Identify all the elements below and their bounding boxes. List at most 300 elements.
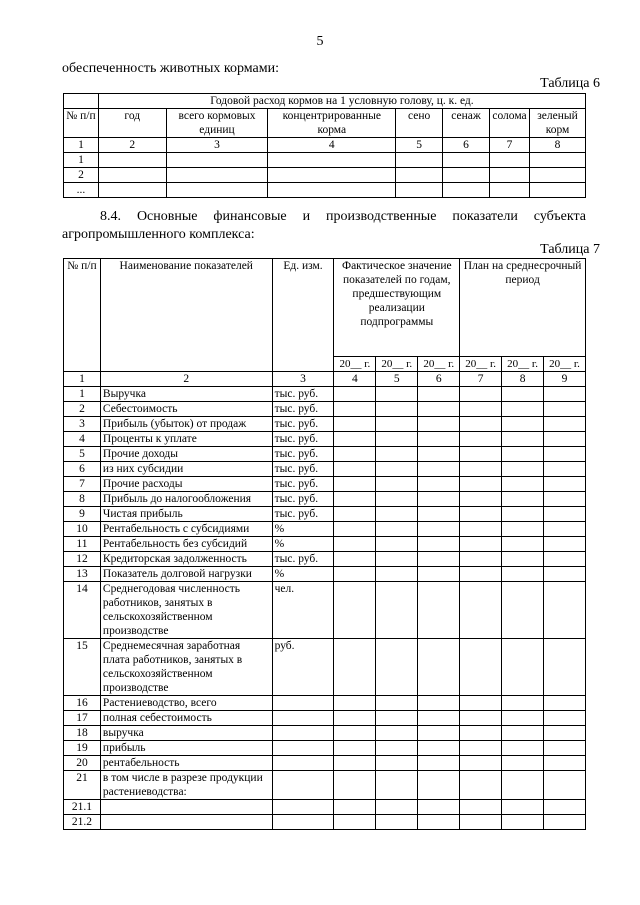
- t7-cell: [418, 402, 460, 417]
- t7-cell: [376, 800, 418, 815]
- t7-col-number: 4: [334, 372, 376, 387]
- t7-cell: [334, 492, 376, 507]
- t7-cell: [376, 492, 418, 507]
- t7-cell: [502, 582, 544, 639]
- t6-header-cell: № п/п: [64, 109, 99, 138]
- t7-cell: [460, 537, 502, 552]
- t7-row-num: 14: [64, 582, 101, 639]
- t7-col-number: 9: [544, 372, 586, 387]
- table-row: [64, 402, 586, 417]
- t7-cell: [544, 387, 586, 402]
- t7-cell: [334, 815, 376, 830]
- t6-header-cell: зеленый корм: [530, 109, 586, 138]
- t7-row-name: Себестоимость: [100, 402, 272, 417]
- t7-cell: [334, 537, 376, 552]
- t7-cell: [334, 462, 376, 477]
- t7-cell: [334, 756, 376, 771]
- t7-cell: [502, 726, 544, 741]
- t7-cell: [544, 507, 586, 522]
- t7-row-name: Прибыль (убыток) от продаж: [100, 417, 272, 432]
- t6-cell: [268, 168, 396, 183]
- t7-cell: [460, 696, 502, 711]
- t7-cell: [502, 567, 544, 582]
- t7-row-num: 11: [64, 537, 101, 552]
- t7-cell: [418, 567, 460, 582]
- section-heading: 8.4. Основные финансовые и производственные показатели субъекта агропромышленного комплекса:: [62, 209, 586, 242]
- t7-year-cell: 20__ г.: [334, 357, 376, 372]
- t7-row-num: 12: [64, 552, 101, 567]
- t7-row-unit: %: [272, 537, 334, 552]
- t7-row-name: Проценты к уплате: [100, 432, 272, 447]
- t7-cell: [460, 756, 502, 771]
- t7-cell: [460, 432, 502, 447]
- table-row: [64, 387, 586, 402]
- table-row: [64, 492, 586, 507]
- t7-year-cell: 20__ г.: [376, 357, 418, 372]
- t7-cell: [460, 582, 502, 639]
- table-row: [64, 417, 586, 432]
- t7-row-num: 18: [64, 726, 101, 741]
- t7-cell: [544, 815, 586, 830]
- t7-row-unit: тыс. руб.: [272, 492, 334, 507]
- t7-cell: [544, 432, 586, 447]
- table-row: [64, 537, 586, 552]
- t6-col-number: 5: [396, 138, 443, 153]
- t7-cell: [460, 771, 502, 800]
- indicators-table: [63, 258, 586, 830]
- t7-cell: [376, 741, 418, 756]
- t6-cell: [166, 153, 268, 168]
- t7-cell: [334, 567, 376, 582]
- t7-cell: [418, 447, 460, 462]
- t6-cell: [98, 168, 166, 183]
- t7-cell: [418, 552, 460, 567]
- t7-cell: [544, 477, 586, 492]
- t7-cell: [460, 387, 502, 402]
- t7-header-plan: План на среднесрочный период: [460, 259, 586, 357]
- intro-line: обеспеченность животных кормами:: [62, 61, 279, 76]
- t7-cell: [460, 711, 502, 726]
- t7-cell: [334, 696, 376, 711]
- t6-col-number: 1: [64, 138, 99, 153]
- t7-row-unit: тыс. руб.: [272, 507, 334, 522]
- t7-cell: [376, 726, 418, 741]
- t6-cell: [268, 153, 396, 168]
- t7-row-unit: [272, 815, 334, 830]
- t7-cell: [544, 552, 586, 567]
- t7-row-num: 3: [64, 417, 101, 432]
- t7-cell: [502, 537, 544, 552]
- t6-header-cell: сенаж: [443, 109, 490, 138]
- t7-cell: [418, 741, 460, 756]
- table-row: [64, 168, 586, 183]
- t7-col-number: 8: [502, 372, 544, 387]
- t7-cell: [418, 477, 460, 492]
- t7-year-cell: 20__ г.: [460, 357, 502, 372]
- t7-cell: [544, 756, 586, 771]
- t7-cell: [334, 387, 376, 402]
- table-row: [64, 477, 586, 492]
- t7-row-unit: тыс. руб.: [272, 432, 334, 447]
- t7-row-num: 8: [64, 492, 101, 507]
- table-row: [64, 447, 586, 462]
- t7-row-name: Показатель долговой нагрузки: [100, 567, 272, 582]
- t7-cell: [502, 432, 544, 447]
- t6-cell: [396, 153, 443, 168]
- t7-row-unit: тыс. руб.: [272, 552, 334, 567]
- t7-row-unit: тыс. руб.: [272, 447, 334, 462]
- t7-col-number: 1: [64, 372, 101, 387]
- t7-row-num: 16: [64, 696, 101, 711]
- t7-year-cell: 20__ г.: [502, 357, 544, 372]
- t7-row-unit: тыс. руб.: [272, 402, 334, 417]
- t7-row-unit: чел.: [272, 582, 334, 639]
- t7-row-unit: [272, 771, 334, 800]
- t7-cell: [544, 741, 586, 756]
- t7-row-unit: [272, 800, 334, 815]
- t6-row-num: 1: [64, 153, 99, 168]
- t7-cell: [544, 417, 586, 432]
- t7-cell: [544, 711, 586, 726]
- t7-row-unit: тыс. руб.: [272, 462, 334, 477]
- table-row: [64, 153, 586, 168]
- t7-col-number: 5: [376, 372, 418, 387]
- t7-cell: [334, 582, 376, 639]
- t6-cell: [166, 168, 268, 183]
- t7-cell: [460, 639, 502, 696]
- t7-cell: [544, 771, 586, 800]
- t7-cell: [334, 800, 376, 815]
- t7-cell: [376, 582, 418, 639]
- t7-cell: [502, 507, 544, 522]
- t7-cell: [502, 477, 544, 492]
- table-row: [64, 756, 586, 771]
- t7-cell: [376, 522, 418, 537]
- t7-cell: [544, 492, 586, 507]
- t7-row-num: 21: [64, 771, 101, 800]
- t7-row-unit: [272, 726, 334, 741]
- t7-row-name: выручка: [100, 726, 272, 741]
- t6-header-cell: всего кормовых единиц: [166, 109, 268, 138]
- t7-cell: [502, 417, 544, 432]
- t7-year-cell: 20__ г.: [418, 357, 460, 372]
- t7-cell: [544, 447, 586, 462]
- t6-cell: [166, 183, 268, 198]
- t7-row-unit: руб.: [272, 639, 334, 696]
- t7-col-number: 2: [100, 372, 272, 387]
- t7-header-name: Наименование показателей: [100, 259, 272, 372]
- t7-row-name: Кредиторская задолженность: [100, 552, 272, 567]
- t7-cell: [376, 756, 418, 771]
- t7-row-num: 6: [64, 462, 101, 477]
- t7-cell: [460, 726, 502, 741]
- t7-cell: [418, 492, 460, 507]
- t7-cell: [544, 582, 586, 639]
- t7-cell: [376, 696, 418, 711]
- table-row: [64, 726, 586, 741]
- t7-row-num: 19: [64, 741, 101, 756]
- t7-cell: [418, 522, 460, 537]
- t7-row-num: 9: [64, 507, 101, 522]
- feed-group-header: Годовой расход кормов на 1 условную голову, ц. к. ед.: [98, 94, 585, 109]
- t6-header-cell: концентрированные корма: [268, 109, 396, 138]
- t7-cell: [334, 477, 376, 492]
- t6-cell: [443, 183, 490, 198]
- t7-cell: [376, 552, 418, 567]
- t7-cell: [460, 552, 502, 567]
- table7-caption: Таблица 7: [540, 242, 600, 257]
- t7-col-number: 7: [460, 372, 502, 387]
- t7-row-name: Среднемесячная заработная плата работников, занятых в сельскохозяйственном производстве: [100, 639, 272, 696]
- t7-cell: [334, 639, 376, 696]
- t7-cell: [418, 771, 460, 800]
- t6-col-number: 2: [98, 138, 166, 153]
- t7-row-num: 21.1: [64, 800, 101, 815]
- t7-cell: [418, 582, 460, 639]
- t6-col-number: 8: [530, 138, 586, 153]
- t7-cell: [334, 711, 376, 726]
- t7-row-num: 5: [64, 447, 101, 462]
- t6-cell: [98, 183, 166, 198]
- t7-row-name: Рентабельность без субсидий: [100, 537, 272, 552]
- t7-cell: [460, 741, 502, 756]
- t7-row-name: Среднегодовая численность работников, занятых в сельскохозяйственном производстве: [100, 582, 272, 639]
- t7-cell: [334, 417, 376, 432]
- table-row: [64, 507, 586, 522]
- t7-row-name: Прибыль до налогообложения: [100, 492, 272, 507]
- t7-cell: [418, 432, 460, 447]
- table-row: [64, 432, 586, 447]
- t7-cell: [544, 402, 586, 417]
- t7-row-unit: [272, 741, 334, 756]
- t7-cell: [418, 507, 460, 522]
- page-number: 5: [316, 34, 324, 49]
- t7-cell: [418, 800, 460, 815]
- t7-row-name: [100, 815, 272, 830]
- t7-row-num: 10: [64, 522, 101, 537]
- t7-cell: [502, 522, 544, 537]
- t7-row-name: прибыль: [100, 741, 272, 756]
- t7-cell: [460, 815, 502, 830]
- feed-table: [63, 93, 586, 198]
- t6-row-num: 2: [64, 168, 99, 183]
- t7-cell: [460, 462, 502, 477]
- t6-cell: [396, 168, 443, 183]
- t7-cell: [418, 462, 460, 477]
- t7-row-unit: [272, 696, 334, 711]
- t6-cell: [443, 168, 490, 183]
- t6-cell: [396, 183, 443, 198]
- t7-cell: [334, 447, 376, 462]
- t7-cell: [460, 417, 502, 432]
- t7-row-name: Рентабельность с субсидиями: [100, 522, 272, 537]
- t7-cell: [418, 726, 460, 741]
- table-row: [64, 696, 586, 711]
- t7-row-name: Прочие расходы: [100, 477, 272, 492]
- t7-cell: [418, 711, 460, 726]
- t7-row-unit: [272, 756, 334, 771]
- table-row: [64, 815, 586, 830]
- t7-cell: [502, 387, 544, 402]
- t7-cell: [418, 639, 460, 696]
- t7-header-unit: Ед. изм.: [272, 259, 334, 372]
- table-row: [64, 711, 586, 726]
- t7-cell: [334, 432, 376, 447]
- t7-cell: [502, 711, 544, 726]
- t7-cell: [502, 552, 544, 567]
- t7-row-name: Выручка: [100, 387, 272, 402]
- t6-cell: [490, 153, 530, 168]
- t7-row-unit: тыс. руб.: [272, 387, 334, 402]
- t7-year-cell: 20__ г.: [544, 357, 586, 372]
- t7-cell: [544, 567, 586, 582]
- t7-cell: [460, 567, 502, 582]
- t7-row-num: 20: [64, 756, 101, 771]
- t7-cell: [544, 800, 586, 815]
- t7-cell: [376, 639, 418, 696]
- t7-cell: [544, 639, 586, 696]
- t7-cell: [502, 402, 544, 417]
- t7-cell: [418, 417, 460, 432]
- t6-cell: [443, 153, 490, 168]
- t7-row-name: из них субсидии: [100, 462, 272, 477]
- t7-cell: [376, 462, 418, 477]
- t7-cell: [502, 639, 544, 696]
- table-row: [64, 183, 586, 198]
- t7-cell: [502, 815, 544, 830]
- t6-header-cell: сено: [396, 109, 443, 138]
- t7-cell: [502, 696, 544, 711]
- table-row: [64, 522, 586, 537]
- t7-row-num: 1: [64, 387, 101, 402]
- t7-cell: [334, 741, 376, 756]
- t7-row-name: Растениеводство, всего: [100, 696, 272, 711]
- t7-cell: [334, 771, 376, 800]
- t7-row-unit: тыс. руб.: [272, 417, 334, 432]
- t7-cell: [418, 815, 460, 830]
- t7-cell: [460, 507, 502, 522]
- t7-cell: [460, 402, 502, 417]
- t6-cell: [530, 183, 586, 198]
- t7-cell: [544, 726, 586, 741]
- t7-row-unit: тыс. руб.: [272, 477, 334, 492]
- t7-row-name: [100, 800, 272, 815]
- t7-col-number: 6: [418, 372, 460, 387]
- t6-header-cell: год: [98, 109, 166, 138]
- t7-cell: [334, 522, 376, 537]
- t7-cell: [418, 537, 460, 552]
- t7-cell: [502, 447, 544, 462]
- table-row: [64, 567, 586, 582]
- t7-cell: [544, 462, 586, 477]
- t7-row-name: полная себестоимость: [100, 711, 272, 726]
- t7-cell: [376, 567, 418, 582]
- table-row: [64, 741, 586, 756]
- t7-cell: [502, 771, 544, 800]
- t6-cell: [268, 183, 396, 198]
- t7-cell: [376, 432, 418, 447]
- t7-cell: [376, 447, 418, 462]
- t7-row-unit: [272, 711, 334, 726]
- table-row: [64, 639, 586, 696]
- t7-cell: [502, 756, 544, 771]
- t7-cell: [334, 552, 376, 567]
- t7-row-name: Прочие доходы: [100, 447, 272, 462]
- t6-cell: [490, 183, 530, 198]
- table-row: [64, 582, 586, 639]
- t7-cell: [460, 522, 502, 537]
- t6-col-number: 7: [490, 138, 530, 153]
- table6-caption: Таблица 6: [540, 76, 600, 91]
- t7-cell: [376, 402, 418, 417]
- t6-row-num: ...: [64, 183, 99, 198]
- t7-cell: [502, 741, 544, 756]
- t6-col-number: 4: [268, 138, 396, 153]
- t7-col-number: 3: [272, 372, 334, 387]
- t7-row-num: 4: [64, 432, 101, 447]
- t7-cell: [460, 492, 502, 507]
- t7-cell: [334, 402, 376, 417]
- t7-cell: [376, 711, 418, 726]
- t6-cell: [98, 153, 166, 168]
- t7-cell: [376, 815, 418, 830]
- t7-header-fact: Фактическое значение показателей по годам, предшествующим реализации подпрограммы: [334, 259, 460, 357]
- table-row: [64, 462, 586, 477]
- t6-cell: [530, 168, 586, 183]
- t7-row-name: Чистая прибыль: [100, 507, 272, 522]
- t7-row-num: 21.2: [64, 815, 101, 830]
- t7-cell: [418, 387, 460, 402]
- t7-row-num: 7: [64, 477, 101, 492]
- t7-cell: [376, 387, 418, 402]
- table-row: [64, 800, 586, 815]
- t7-cell: [460, 477, 502, 492]
- t7-row-num: 15: [64, 639, 101, 696]
- t7-cell: [544, 696, 586, 711]
- t6-cell: [490, 168, 530, 183]
- t7-header-num: № п/п: [64, 259, 101, 372]
- t7-cell: [376, 537, 418, 552]
- t7-cell: [334, 726, 376, 741]
- t7-cell: [502, 492, 544, 507]
- t7-row-name: в том числе в разрезе продукции растениеводства:: [100, 771, 272, 800]
- t7-row-name: рентабельность: [100, 756, 272, 771]
- t7-cell: [376, 771, 418, 800]
- t7-cell: [502, 800, 544, 815]
- t7-cell: [544, 522, 586, 537]
- table-row: [64, 771, 586, 800]
- t7-row-num: 2: [64, 402, 101, 417]
- t7-cell: [418, 696, 460, 711]
- t7-row-num: 13: [64, 567, 101, 582]
- t7-row-num: 17: [64, 711, 101, 726]
- t7-cell: [502, 462, 544, 477]
- t7-row-unit: %: [272, 567, 334, 582]
- t7-cell: [376, 507, 418, 522]
- t7-cell: [376, 477, 418, 492]
- t7-cell: [418, 756, 460, 771]
- t7-cell: [460, 800, 502, 815]
- t7-cell: [334, 507, 376, 522]
- t6-header-cell: солома: [490, 109, 530, 138]
- t7-cell: [460, 447, 502, 462]
- t7-cell: [376, 417, 418, 432]
- t6-col-number: 6: [443, 138, 490, 153]
- t6-col-number: 3: [166, 138, 268, 153]
- t6-cell: [530, 153, 586, 168]
- t7-cell: [544, 537, 586, 552]
- table-row: [64, 552, 586, 567]
